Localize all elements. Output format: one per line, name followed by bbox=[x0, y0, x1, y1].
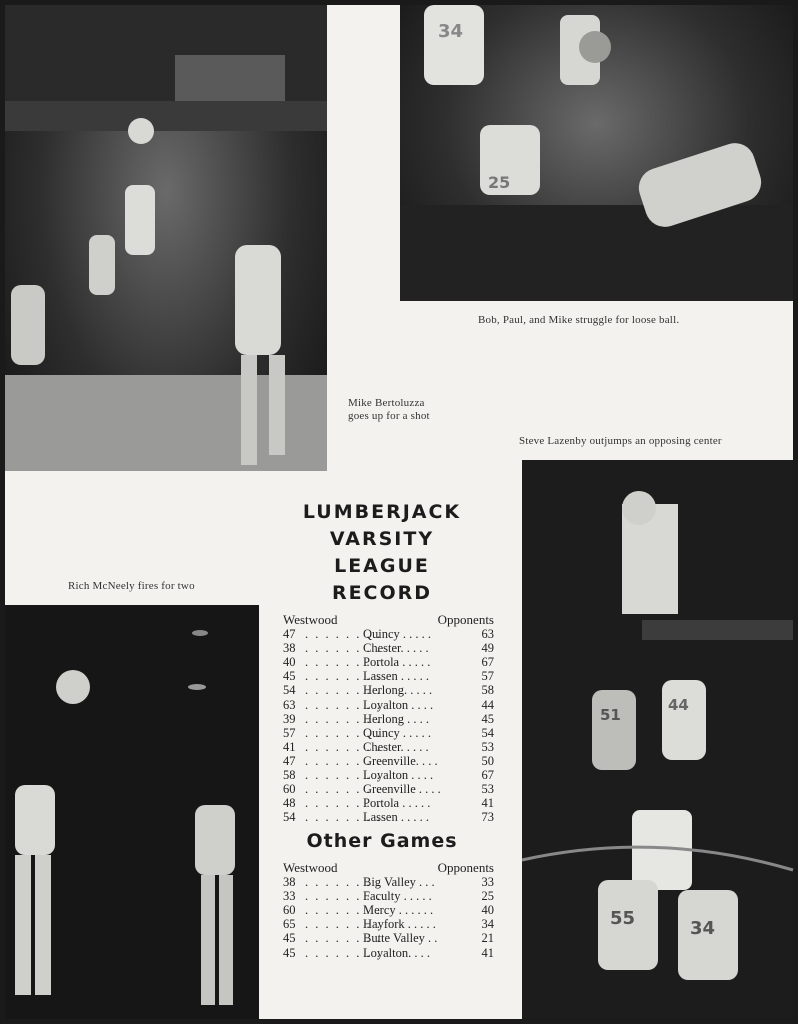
leader-dots: . . . . . . . . bbox=[305, 903, 382, 918]
leader-dots: . . . . . . . . bbox=[305, 655, 382, 670]
jersey-number: 34 bbox=[438, 21, 464, 42]
westwood-score: 58 bbox=[283, 768, 296, 782]
opponent-score: 40 bbox=[481, 903, 494, 918]
westwood-score: 60 bbox=[283, 903, 296, 918]
caption-shot: Mike Bertoluzza goes up for a shot bbox=[348, 397, 430, 422]
opponent-score: 63 bbox=[481, 627, 494, 641]
table-row bbox=[283, 768, 494, 782]
opponent-name: Chester. . . . . bbox=[363, 641, 429, 656]
westwood-score: 45 bbox=[283, 945, 296, 960]
opponent-score: 50 bbox=[481, 753, 494, 768]
westwood-score: 45 bbox=[283, 669, 296, 684]
jersey-number: 55 bbox=[610, 908, 636, 929]
title-line: LUMBERJACK bbox=[302, 501, 462, 523]
table-row bbox=[283, 810, 494, 824]
opponent-name: Hayfork . . . . . bbox=[363, 917, 436, 932]
leader-dots: . . . . . . . . bbox=[305, 810, 382, 825]
table-row bbox=[283, 726, 494, 740]
westwood-score: 57 bbox=[283, 725, 296, 740]
opponent-name: Loyalton . . . . bbox=[363, 768, 434, 782]
photo-lazenby bbox=[522, 460, 793, 1019]
record-title bbox=[267, 499, 497, 607]
opponent-score: 53 bbox=[481, 782, 494, 797]
westwood-score: 65 bbox=[283, 917, 296, 932]
opponent-score: 45 bbox=[481, 711, 494, 726]
opponent-name: Big Valley . . . bbox=[363, 875, 435, 889]
photo-mcneely bbox=[5, 605, 259, 1019]
opponent-name: Lassen . . . . . bbox=[363, 669, 429, 684]
leader-dots: . . . . . . . . bbox=[305, 711, 382, 726]
photo-lazenby-art bbox=[522, 460, 793, 1019]
table-row bbox=[283, 655, 494, 669]
other-column-headers bbox=[283, 860, 494, 876]
table-row bbox=[283, 698, 494, 712]
opponent-name: Quincy . . . . . bbox=[363, 627, 432, 641]
title-line: VARSITY bbox=[329, 528, 435, 550]
leader-dots: . . . . . . . . bbox=[305, 796, 382, 811]
league-column-headers bbox=[283, 612, 494, 628]
column-header-opponents: Opponents bbox=[437, 612, 494, 627]
westwood-score: 38 bbox=[283, 875, 296, 889]
westwood-score: 60 bbox=[283, 782, 296, 797]
westwood-score: 48 bbox=[283, 796, 296, 811]
leader-dots: . . . . . . . . bbox=[305, 697, 382, 712]
opponent-score: 41 bbox=[481, 945, 494, 960]
table-row bbox=[283, 875, 494, 889]
opponent-score: 67 bbox=[481, 655, 494, 670]
leader-dots: . . . . . . . . bbox=[305, 945, 382, 960]
photo-shot bbox=[5, 5, 327, 471]
column-header-westwood: Westwood bbox=[283, 612, 338, 627]
table-row bbox=[283, 931, 494, 945]
leader-dots: . . . . . . . . bbox=[305, 875, 382, 889]
leader-dots: . . . . . . . . bbox=[305, 889, 382, 904]
leader-dots: . . . . . . . . bbox=[305, 768, 382, 782]
opponent-name: Loyalton. . . . bbox=[363, 945, 431, 960]
column-header-westwood: Westwood bbox=[283, 860, 338, 875]
leader-dots: . . . . . . . . bbox=[305, 641, 382, 656]
opponent-score: 44 bbox=[481, 697, 494, 712]
leader-dots: . . . . . . . . bbox=[305, 931, 382, 946]
opponent-score: 21 bbox=[481, 931, 494, 946]
opponent-score: 34 bbox=[481, 917, 494, 932]
table-row bbox=[283, 669, 494, 683]
leader-dots: . . . . . . . . bbox=[305, 753, 382, 768]
caption-mcneely: Rich McNeely fires for two bbox=[68, 580, 195, 592]
westwood-score: 54 bbox=[283, 810, 296, 825]
leader-dots: . . . . . . . . bbox=[305, 669, 382, 684]
table-row bbox=[283, 796, 494, 810]
table-row bbox=[283, 740, 494, 754]
opponent-name: Greenville . . . . bbox=[363, 782, 441, 797]
other-games-heading: Other Games bbox=[306, 830, 458, 852]
column-header-opponents: Opponents bbox=[437, 860, 494, 875]
photo-shot-art bbox=[5, 5, 327, 471]
table-row bbox=[283, 917, 494, 931]
opponent-score: 53 bbox=[481, 739, 494, 754]
leader-dots: . . . . . . . . bbox=[305, 683, 382, 698]
title-line: LEAGUE bbox=[334, 555, 430, 577]
opponent-score: 33 bbox=[481, 875, 494, 889]
table-row bbox=[283, 903, 494, 917]
opponent-score: 67 bbox=[481, 768, 494, 782]
caption-lazenby: Steve Lazenby outjumps an opposing center bbox=[519, 435, 722, 447]
jersey-number: 51 bbox=[600, 706, 621, 724]
westwood-score: 40 bbox=[283, 655, 296, 670]
westwood-score: 63 bbox=[283, 697, 296, 712]
opponent-name: Chester. . . . . bbox=[363, 739, 429, 754]
jersey-number: 25 bbox=[488, 173, 511, 192]
table-row bbox=[283, 889, 494, 903]
title-line: RECORD bbox=[331, 582, 433, 604]
yearbook-page bbox=[5, 5, 793, 1019]
table-row bbox=[283, 782, 494, 796]
jersey-number: 44 bbox=[668, 696, 689, 714]
westwood-score: 47 bbox=[283, 627, 296, 641]
leader-dots: . . . . . . . . bbox=[305, 725, 382, 740]
opponent-name: Butte Valley . . bbox=[363, 931, 438, 946]
caption-loose-ball: Bob, Paul, and Mike struggle for loose ball. bbox=[478, 314, 680, 326]
table-row bbox=[283, 641, 494, 655]
opponent-name: Herlong. . . . . bbox=[363, 683, 433, 698]
westwood-score: 47 bbox=[283, 753, 296, 768]
opponent-name: Mercy . . . . . . bbox=[363, 903, 434, 918]
table-row bbox=[283, 712, 494, 726]
westwood-score: 54 bbox=[283, 683, 296, 698]
photo-loose-ball-art bbox=[400, 5, 793, 301]
westwood-score: 41 bbox=[283, 739, 296, 754]
opponent-name: Quincy . . . . . bbox=[363, 725, 432, 740]
jersey-number: 34 bbox=[690, 918, 716, 939]
leader-dots: . . . . . . . . bbox=[305, 917, 382, 932]
opponent-name: Loyalton . . . . bbox=[363, 697, 434, 712]
leader-dots: . . . . . . . . bbox=[305, 782, 382, 797]
table-row bbox=[283, 946, 494, 960]
leader-dots: . . . . . . . . bbox=[305, 739, 382, 754]
opponent-name: Herlong . . . . bbox=[363, 711, 429, 726]
opponent-score: 54 bbox=[481, 725, 494, 740]
table-row bbox=[283, 754, 494, 768]
photo-loose-ball bbox=[400, 5, 793, 301]
opponent-score: 25 bbox=[481, 889, 494, 904]
opponent-name: Greenville. . . . bbox=[363, 753, 438, 768]
photo-mcneely-art bbox=[5, 605, 259, 1019]
table-row bbox=[283, 683, 494, 697]
opponent-name: Faculty . . . . . bbox=[363, 889, 432, 904]
westwood-score: 39 bbox=[283, 711, 296, 726]
table-row bbox=[283, 627, 494, 641]
opponent-name: Portola . . . . . bbox=[363, 796, 431, 811]
opponent-score: 41 bbox=[481, 796, 494, 811]
opponent-name: Lassen . . . . . bbox=[363, 810, 429, 825]
westwood-score: 38 bbox=[283, 641, 296, 656]
opponent-score: 58 bbox=[481, 683, 494, 698]
westwood-score: 45 bbox=[283, 931, 296, 946]
opponent-name: Portola . . . . . bbox=[363, 655, 431, 670]
opponent-score: 57 bbox=[481, 669, 494, 684]
opponent-score: 73 bbox=[481, 810, 494, 825]
opponent-score: 49 bbox=[481, 641, 494, 656]
leader-dots: . . . . . . . . bbox=[305, 627, 382, 641]
westwood-score: 33 bbox=[283, 889, 296, 904]
